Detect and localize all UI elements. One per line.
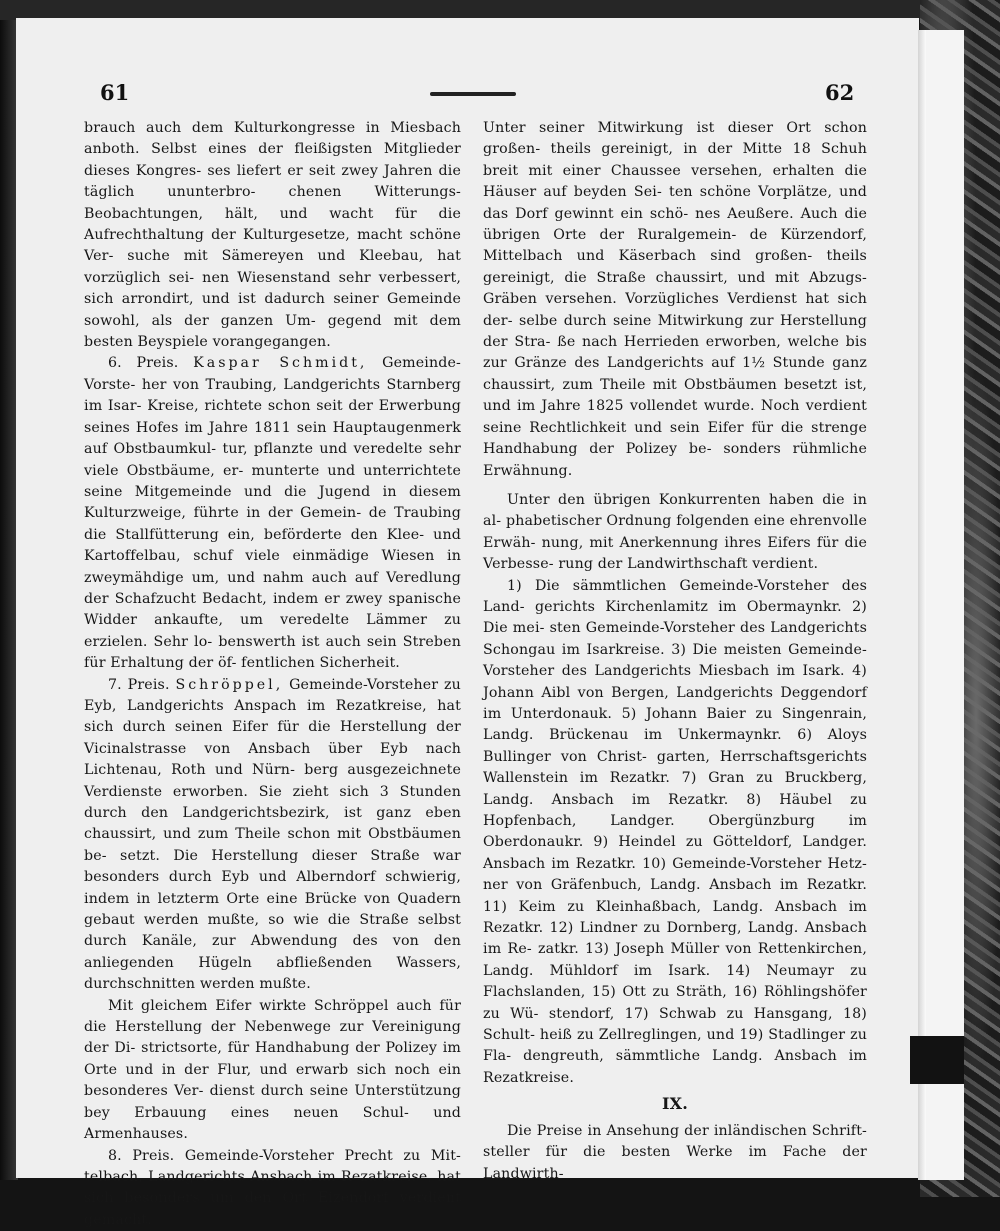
right-column — [483, 118, 867, 1185]
paragraph — [84, 353, 461, 674]
paragraph-body: Gemeinde-Vorsteher Precht zu Mit- telbach, Landgerichts Ansbach im Rezatkreise, hat sich besonders um den Ort Eizendorf verdient gemacht. — [84, 1148, 461, 1228]
thumb-index-tab — [910, 1036, 964, 1084]
paragraph: brauch auch dem Kulturkongresse in Miesbach anboth. Selbst eines der fleißigsten Mitglieder dieses Kongres- ses liefert er seit zwey Jahren die täglich ununterbro- chenen Witterungs-Beobachtungen, hält, und wacht für die Aufrechthaltung der Kulturgesetze, macht schöne Ver- suche mit Sämereyen und Kleebau, hat vorzüglich sei- nen Wiesenstand sehr verbessert, sich arrondirt, und ist dadurch seiner Gemeinde sowohl, als der ganzen Um- gegend mit dem besten Beyspiele vorangegangen. — [84, 118, 461, 353]
page-fold — [918, 30, 926, 1180]
page-number-right: 62 — [825, 80, 854, 105]
prize-label: 6. Preis. — [108, 355, 178, 371]
laureate-name: Kaspar Schmidt, — [193, 355, 367, 371]
paragraph: Die Preise in Ansehung der inländischen Schrift- steller für die besten Werke im Fache der Landwirth- — [483, 1121, 867, 1185]
laureate-name: Schröppel, — [175, 677, 283, 693]
header-ornament-rule — [430, 92, 516, 96]
prize-label: 8. Preis. — [108, 1148, 174, 1164]
page-number-left: 61 — [100, 80, 129, 105]
paragraph: Unter seiner Mitwirkung ist dieser Ort schon großen- theils gereinigt, in der Mitte 18 Schuh breit mit einer Chaussee versehen, erhalten die Häuser auf beyden Sei- ten schöne Vorplätze, und das Dorf gewinnt ein schö- nes Aeußere. Auch die übrigen Orte der Ruralgemein- de Kürzendorf, Mittelbach und Käserbach sind großen- theils gereinigt, die Straße chaussirt, und mit Abzugs- Gräben versehen. Vorzügliches Verdienst hat sich der- selbe durch seine Mitwirkung zur Herstellung der Stra- ße nach Herrieden erworben, welche bis zur Gränze des Landgerichts auf 1½ Stunde ganz chaussirt, zum Theile mit Obstbäumen besetzt ist, und im Jahre 1825 vollendet wurde. Noch verdient seine Rechtlichkeit und sein Eifer für die strenge Handhabung der Polizey be- sonders rühmliche Erwähnung. — [483, 118, 867, 482]
scan-top-border — [0, 0, 1000, 20]
section-heading: IX. — [483, 1093, 867, 1114]
paragraph: Mit gleichem Eifer wirkte Schröppel auch für die Herstellung der Nebenwege zur Vereinigung der Di- strictsorte, für Handhabung der Polizey im Orte und in der Flur, und erwarb sich noch ein besonderes Ver- dienst durch seine Unterstützung bey Erbauung eines neuen Schul- und Armenhauses. — [84, 996, 461, 1146]
paragraph — [84, 1146, 461, 1231]
paragraph-body: Gemeinde-Vorste- her von Traubing, Landgerichts Starnberg im Isar- Kreise, richtete schon seit der Erwerbung seines Hofes im Jahre 1811 sein Hauptaugenmerk auf Obstbaumkul- tur, pflanzte und veredelte sehr viele Obstbäume, er- munterte und unterrichtete seine Mitgemeinde und die Jugend in diesem Kulturzweige, führte in der Gemein- de Traubing die Stallfütterung ein, beförderte den Klee- und Kartoffelbau, schuf viele einmädige Wiesen in zweymähdige um, und nahm auch auf Veredlung der Schafzucht Bedacht, indem er zwey spanische Widder ankaufte, um veredelte Lämmer zu erzielen. Sehr lo- benswerth ist auch sein Streben für Erhaltung der öf- fentlichen Sicherheit. — [84, 355, 461, 671]
left-column — [84, 118, 461, 1231]
prize-label: 7. Preis. — [108, 677, 170, 693]
spacer — [483, 482, 867, 490]
paragraph: Unter den übrigen Konkurrenten haben die in al- phabetischer Ordnung folgenden eine ehrenvolle Erwäh- nung, mit Anerkennung ihres Eifers für die Verbesse- rung der Landwirthschaft verdient. — [483, 490, 867, 576]
page-edge-strip — [918, 30, 964, 1180]
paragraph-body: Gemeinde-Vorsteher zu Eyb, Landgerichts Anspach im Rezatkreise, hat sich durch seinen Eifer für die Herstellung der Vicinalstrasse von Ansbach über Eyb nach Lichtenau, Roth und Nürn- berg ausgezeichnete Verdienste erworben. Sie zieht sich 3 Stunden durch den Landgerichtsbezirk, ist ganz eben chaussirt, und zum Theile schon mit Obstbäumen be- setzt. Die Herstellung dieser Straße war besonders durch Eyb und Alberndorf schwierig, indem in letzterm Orte eine Brücke von Quadern gebaut werden mußte, so wie die Straße selbst durch Kanäle, zur Abwendung des von den anliegenden Hügeln abfließenden Wassers, durchschnitten werden mußte. — [84, 677, 461, 993]
paragraph — [84, 675, 461, 996]
honorable-mentions-list: 1) Die sämmtlichen Gemeinde-Vorsteher des Land- gerichts Kirchenlamitz im Obermaynkr. 2) Die mei- sten Gemeinde-Vorsteher des Landgerichts Schongau im Isarkreise. 3) Die meisten Gemeinde-Vorsteher des Landgerichts Miesbach im Isark. 4) Johann Aibl von Bergen, Landgerichts Deggendorf im Unterdonauk. 5) Johann Baier zu Singenrain, Landg. Brückenau im Unkermaynkr. 6) Aloys Bullinger von Christ- garten, Herrschaftsgerichts Wallenstein im Rezatkr. 7) Gran zu Bruckberg, Landg. Ansbach im Rezatkr. 8) Häubel zu Hopfenbach, Landger. Obergünzburg im Oberdonaukr. 9) Heindel zu Götteldorf, Landger. Ansbach im Rezatkr. 10) Gemeinde-Vorsteher Hetz- ner von Gräfenbuch, Landg. Ansbach im Rezatkr. 11) Keim zu Kleinhaßbach, Landg. Ansbach im Rezatkr. 12) Lindner zu Dornberg, Landg. Ansbach im Re- zatkr. 13) Joseph Müller von Rettenkirchen, Landg. Mühldorf im Isark. 14) Neumayr zu Flachslanden, 15) Ott zu Sträth, 16) Röhlingshöfer zu Wü- stendorf, 17) Schwab zu Hansgang, 18) Schult- heiß zu Zellreglingen, und 19) Stadlinger zu Fla- dengreuth, sämmtliche Landg. Ansbach im Rezatkreise. — [483, 576, 867, 1090]
